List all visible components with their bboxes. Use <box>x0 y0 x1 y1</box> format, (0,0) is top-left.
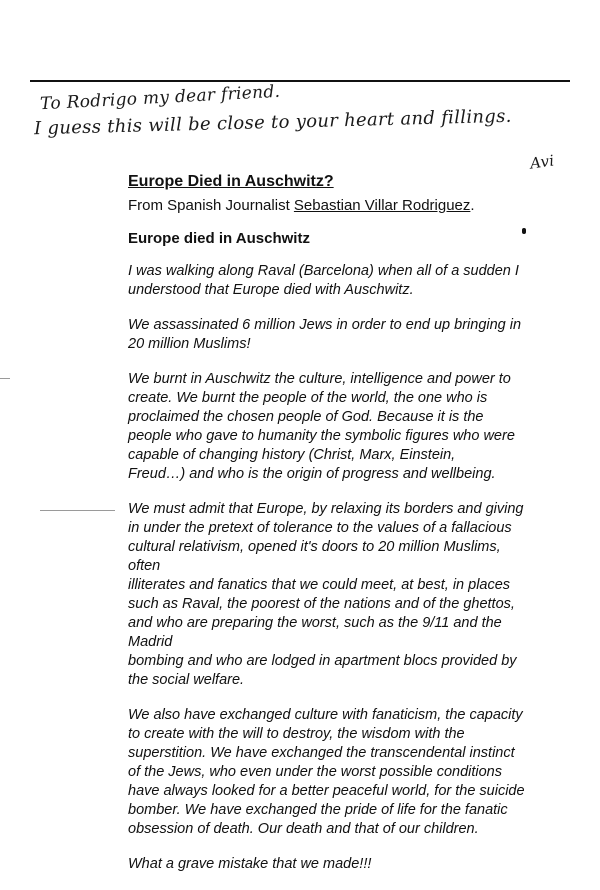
paragraph-line: in under the pretext of tolerance to the values of a fallacious <box>128 520 512 536</box>
paragraph-line: I was walking along Raval (Barcelona) when all of a sudden I <box>128 263 519 279</box>
paragraph-line: proclaimed the chosen people of God. Because it is the <box>128 409 484 425</box>
article-byline <box>128 197 475 214</box>
article-paragraph <box>128 855 548 874</box>
paragraph-line: We must admit that Europe, by relaxing its borders and giving <box>128 501 524 517</box>
paragraph-line: Madrid <box>128 634 173 650</box>
paragraph-line: bombing and who are lodged in apartment blocs provided by <box>128 653 517 669</box>
paragraph-line: such as Raval, the poorest of the nations and of the ghettos, <box>128 596 515 612</box>
article-title: Europe Died in Auschwitz? <box>128 173 334 190</box>
article-paragraph <box>128 316 548 354</box>
horizontal-rule <box>30 80 570 82</box>
paragraph-line: of the Jews, who even under the worst possible conditions <box>128 764 502 780</box>
article-paragraph <box>128 500 548 690</box>
paragraph-line: understood that Europe died with Auschwitz. <box>128 282 414 298</box>
author-name: Sebastian Villar Rodriguez <box>293 197 471 214</box>
paragraph-line: to create with the will to destroy, the wisdom with the <box>128 726 465 742</box>
paragraph-line: often <box>128 558 161 574</box>
paragraph-line: create. We burnt the people of the world, the one who is <box>128 390 488 406</box>
paragraph-line: cultural relativism, opened it's doors to 20 million Muslims, <box>128 539 501 555</box>
paragraph-line: We assassinated 6 million Jews in order to end up bringing in <box>128 317 522 333</box>
paragraph-line: We also have exchanged culture with fanaticism, the capacity <box>128 707 523 723</box>
paragraph-line: bomber. We have exchanged the pride of life for the fanatic <box>128 802 508 818</box>
scan-artifact <box>0 378 10 379</box>
paragraph-line: 20 million Muslims! <box>128 336 251 352</box>
article-subtitle: Europe died in Auschwitz <box>128 230 310 247</box>
article-body <box>128 262 548 890</box>
handwritten-note-line-1: To Rodrigo my dear friend. <box>39 81 281 115</box>
paragraph-line: have always looked for a better peaceful world, for the suicide <box>128 783 525 799</box>
article-paragraph <box>128 262 548 300</box>
paragraph-line: obsession of death. Our death and that of our children. <box>128 821 479 837</box>
article-paragraph <box>128 706 548 839</box>
handwritten-signature: Avi <box>528 151 556 173</box>
byline-suffix: . <box>470 197 475 214</box>
paragraph-line: and who are preparing the worst, such as the 9/11 and the <box>128 615 502 631</box>
paragraph-line: the social welfare. <box>128 672 245 688</box>
paragraph-line: What a grave mistake that we made!!! <box>128 856 372 872</box>
paragraph-line: illiterates and fanatics that we could meet, at best, in places <box>128 577 511 593</box>
scan-artifact <box>40 510 115 511</box>
paragraph-line: superstition. We have exchanged the transcendental instinct <box>128 745 515 761</box>
article-paragraph <box>128 370 548 484</box>
byline-prefix: From Spanish Journalist <box>128 197 294 214</box>
paragraph-line: people who gave to humanity the symbolic figures who were <box>128 428 515 444</box>
paragraph-line: capable of changing history (Christ, Marx, Einstein, <box>128 447 456 463</box>
handwritten-note-line-2: I guess this will be close to your heart and fillings. <box>33 105 512 140</box>
paragraph-line: Freud…) and who is the origin of progress and wellbeing. <box>128 466 496 482</box>
scan-speck <box>522 228 526 234</box>
paragraph-line: We burnt in Auschwitz the culture, intelligence and power to <box>128 371 511 387</box>
